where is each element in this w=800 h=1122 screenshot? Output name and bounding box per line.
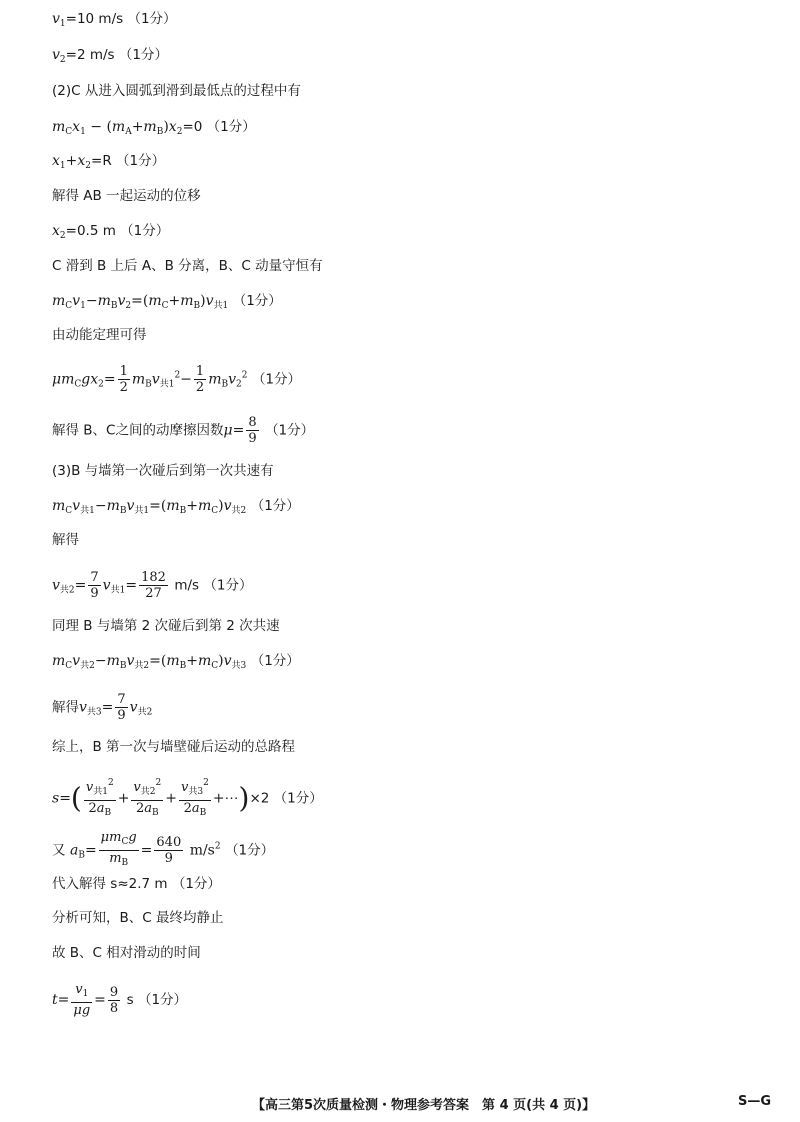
page-footer-code: S—G (738, 1094, 772, 1109)
eq-energy: $\mu m_Cgx_2=$ $\frac{1}{2}$ $m_Bv_{共1}^2-$ $\frac{1}{2}$ $m_Bv_2^2$ （1分） (52, 364, 302, 395)
part2-intro: (2)C 从进入圆弧到滑到最低点的过程中有 (52, 83, 301, 99)
line-v2: $v_2=2$ m/s （1分） (52, 47, 168, 65)
eq-second-collision: $m_Cv_{共2}-m_Bv_{共2}=(m_B+m_C)v_{共3}$ （1分） (52, 653, 300, 671)
c-slides-on-b: C 滑到 B 上后 A、B 分离，B、C 动量守恒有 (52, 258, 323, 274)
page-footer-title: 【高三第5次质量检测・物理参考答案 第 4 页(共 4 页)】 (252, 1098, 596, 1113)
eq-momentum-bc: $m_Cv_1-m_Bv_2=(m_C+m_B)v_{共1}$ （1分） (52, 293, 282, 311)
v-common2-result: $v_{共2}=$ $\frac{7}{9}$ $v_{共1}=$ $\frac{182}{27}$ m/s （1分） (52, 570, 253, 601)
mu-result: 解得 B、C之间的动摩擦因数μ= $\frac{8}{9}$ （1分） (52, 415, 315, 446)
relative-time-intro: 故 B、C 相对滑动的时间 (52, 945, 201, 961)
second-collision-intro: 同理 B 与墙第 2 次碰后到第 2 次共速 (52, 618, 280, 634)
eq-momentum: $m_Cx_1 - (m_A+m_B)x_2=0$ （1分） (52, 119, 256, 137)
part3-intro: (3)B 与墙第一次碰后到第一次共速有 (52, 463, 274, 479)
eq-first-collision: $m_Cv_{共1}-m_Bv_{共1}=(m_B+m_C)v_{共2}$ （1分） (52, 498, 300, 516)
eq-total-distance: s=( $\frac{v_{共1}^2}{2a_B}$ + $\frac{v_{共2}^2}{2a_B}$ + $\frac{v_{共3}^2}{2a_B}$ +⋯)×2 （1分） (52, 778, 323, 818)
acceleration-b: 又 $a_B=$ $\frac{\mu m_Cg}{m_B}$ = $\frac{640}{9}$ $m/s^2$ （1分） (52, 830, 275, 868)
eq-displacement-sum: $x_1+x_2=R$ （1分） (52, 153, 166, 171)
solve-ab-displacement: 解得 AB 一起运动的位移 (52, 188, 201, 204)
v-common3-result: 解得$v_{共3}=$ $\frac{7}{9}$ $v_{共2}$ (52, 692, 153, 723)
energy-theorem-intro: 由动能定理可得 (52, 327, 147, 343)
solve-label: 解得 (52, 532, 79, 548)
x2-value: $x_2=0.5$ m （1分） (52, 223, 170, 241)
analysis-line: 分析可知，B、C 最终均静止 (52, 910, 224, 926)
time-result: t= $\frac{v_1}{\mu g}$ = $\frac{9}{8}$ s （1分） (52, 982, 188, 1018)
summary-intro: 综上，B 第一次与墙壁碰后运动的总路程 (52, 739, 296, 755)
line-v1: $v_1=10$ m/s （1分） (52, 11, 177, 29)
substitute-result: 代入解得 s≈2.7 m （1分） (52, 876, 221, 892)
